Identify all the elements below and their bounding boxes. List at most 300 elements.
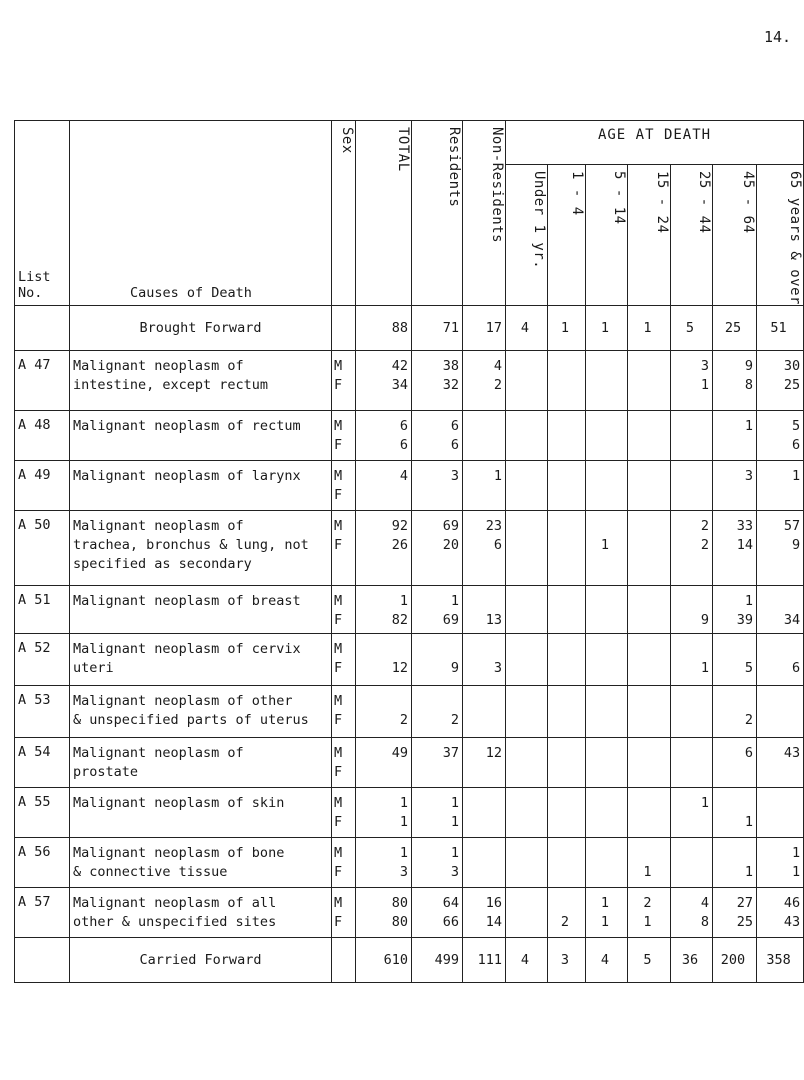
cause-of-death-line: Malignant neoplasm of — [73, 745, 244, 761]
age-count-cell-line: 1 — [600, 895, 610, 911]
age-count-cell — [548, 511, 586, 586]
age-count-cell-line: 1 — [791, 468, 801, 484]
non-residents-cell-line: 12 — [485, 745, 502, 761]
non-residents-cell — [463, 351, 506, 411]
age-count-cell-line — [548, 536, 582, 555]
residents-cell-line: 1 — [450, 795, 459, 811]
total-cell — [356, 634, 412, 686]
age-count-cell — [586, 788, 628, 838]
age-count-cell-line: 2 — [744, 712, 753, 728]
total-cell-line: 80 — [391, 914, 408, 930]
residents-cell-line — [412, 763, 459, 782]
age-count-cell-line — [506, 813, 544, 832]
age-count-cell-line: 34 — [783, 612, 801, 628]
sex-header: Sex — [332, 121, 356, 306]
sex — [332, 788, 356, 838]
cause-of-death — [70, 788, 332, 838]
age-count-cell-line: 1 — [744, 418, 753, 434]
sex — [332, 511, 356, 586]
total-cell — [356, 351, 412, 411]
age-count-cell — [628, 586, 671, 634]
empty-cell — [15, 938, 70, 983]
age-group-header: 5 - 14 — [586, 165, 628, 306]
age-count-cell — [757, 461, 804, 511]
total-cell-line: 1 — [399, 814, 408, 830]
residents-cell-line: 38 — [442, 358, 459, 374]
list-number: A 51 — [15, 586, 70, 634]
sex-line: M — [334, 418, 343, 434]
total-cell-line: 34 — [391, 377, 408, 393]
total-cell-line: 42 — [391, 358, 408, 374]
non-residents-cell — [463, 461, 506, 511]
sex-line: M — [334, 895, 343, 911]
total-cell-line: 1 — [399, 795, 408, 811]
age-count-cell-line — [713, 436, 753, 455]
cause-of-death — [70, 411, 332, 461]
age-count-cell-line — [586, 376, 624, 395]
age-count-cell — [757, 634, 804, 686]
sex-line: F — [334, 437, 343, 453]
age-count-cell — [713, 511, 757, 586]
age-count-cell — [757, 686, 804, 738]
residents-cell — [412, 586, 463, 634]
age-count-cell-line — [548, 744, 582, 763]
age-count-cell — [548, 838, 586, 888]
age-count-cell: 4 — [506, 938, 548, 983]
age-count-cell — [506, 686, 548, 738]
sex — [332, 838, 356, 888]
age-count-cell-line — [586, 467, 624, 486]
non-residents-cell-line — [463, 640, 502, 659]
age-count-cell-line — [628, 659, 667, 678]
sex-line: F — [334, 612, 343, 628]
sex-line: M — [334, 795, 343, 811]
non-residents-cell-line — [463, 486, 502, 505]
residents-cell-line: 69 — [442, 518, 459, 534]
age-count-cell — [628, 686, 671, 738]
age-count-cell — [713, 586, 757, 634]
sex-line: M — [334, 845, 343, 861]
age-count-cell-line — [757, 794, 800, 813]
cause-of-death — [70, 351, 332, 411]
mortality-table — [14, 120, 804, 983]
age-count-cell — [628, 788, 671, 838]
age-count-cell-line — [757, 592, 800, 611]
cause-of-death — [70, 888, 332, 938]
age-count-cell — [586, 838, 628, 888]
sex-line: M — [334, 745, 343, 761]
residents-cell-line: 69 — [442, 612, 459, 628]
age-count-cell — [671, 738, 713, 788]
residents-cell — [412, 738, 463, 788]
age-count-cell-line — [506, 863, 544, 882]
total-cell-line — [356, 692, 408, 711]
sex — [332, 888, 356, 938]
age-count-cell-line — [506, 711, 544, 730]
age-count-cell-line: 43 — [783, 914, 801, 930]
total-cell — [356, 738, 412, 788]
age-count-cell — [506, 888, 548, 938]
residents-cell-line: 2 — [450, 712, 459, 728]
sex-line: F — [334, 764, 343, 780]
non-residents-cell-line: 2 — [493, 377, 502, 393]
sex-line: F — [334, 814, 343, 830]
age-count-cell-line — [548, 794, 582, 813]
age-count-cell-line — [586, 417, 624, 436]
list-number: A 54 — [15, 738, 70, 788]
residents-cell-line: 37 — [442, 745, 459, 761]
age-count-cell-line — [586, 640, 624, 659]
age-count-cell — [713, 411, 757, 461]
cause-of-death — [70, 686, 332, 738]
age-group-header: 45 - 64 — [713, 165, 757, 306]
age-count-cell — [628, 511, 671, 586]
age-count-cell-line — [506, 913, 544, 932]
age-count-cell-line — [757, 763, 800, 782]
cause-row — [15, 838, 804, 888]
residents-cell-line: 6 — [450, 418, 459, 434]
sex — [332, 634, 356, 686]
age-count-cell — [548, 351, 586, 411]
age-count-cell-line: 33 — [736, 518, 753, 534]
age-count-cell-line — [586, 711, 624, 730]
age-count-cell-line — [548, 763, 582, 782]
age-count-cell — [757, 511, 804, 586]
age-count-cell — [757, 888, 804, 938]
sex-line: F — [334, 712, 343, 728]
age-count-cell-line: 6 — [791, 660, 801, 676]
age-count-cell — [548, 586, 586, 634]
total-cell-line: 1 — [399, 845, 408, 861]
age-count-cell-line: 9 — [700, 612, 709, 628]
total-cell — [356, 586, 412, 634]
age-group-header: Under 1 yr. — [506, 165, 548, 306]
non-residents-cell-line — [463, 813, 502, 832]
age-count-cell-line — [548, 376, 582, 395]
total-cell-line: 92 — [391, 518, 408, 534]
residents-cell-line: 1 — [450, 814, 459, 830]
sex-line: F — [334, 537, 343, 553]
list-number: A 56 — [15, 838, 70, 888]
age-count-cell: 4 — [586, 938, 628, 983]
residents-header: Residents — [412, 121, 463, 306]
age-count-cell-line — [671, 417, 709, 436]
residents-cell-line: 64 — [442, 895, 459, 911]
cause-of-death-line: Malignant neoplasm of larynx — [73, 468, 301, 484]
age-count-cell — [586, 888, 628, 938]
cause-of-death — [70, 634, 332, 686]
age-count-cell-line — [548, 611, 582, 630]
age-count-cell — [671, 461, 713, 511]
summary-label: Carried Forward — [70, 938, 332, 983]
non-residents-cell-line — [463, 844, 502, 863]
age-count-cell-line — [628, 486, 667, 505]
age-count-cell-line — [628, 813, 667, 832]
cause-of-death-line: & connective tissue — [73, 864, 228, 880]
age-count-cell-line: 5 — [744, 660, 753, 676]
age-count-cell-line — [586, 763, 624, 782]
list-header-line: List — [18, 269, 51, 285]
age-count-cell-line: 8 — [700, 914, 709, 930]
age-count-cell — [757, 586, 804, 634]
age-count-cell-line — [548, 659, 582, 678]
non-residents-cell-line — [463, 763, 502, 782]
total-cell-line — [356, 763, 408, 782]
page-number: 14. — [764, 28, 792, 46]
residents-cell — [412, 461, 463, 511]
age-count-cell-line — [628, 611, 667, 630]
age-count-cell: 36 — [671, 938, 713, 983]
age-count-cell — [628, 838, 671, 888]
age-count-cell-line: 2 — [560, 914, 570, 930]
age-count-cell-line — [713, 763, 753, 782]
age-count-cell-line — [586, 844, 624, 863]
age-group-header: 65 years & over — [757, 165, 804, 306]
non-residents-cell-line — [463, 592, 502, 611]
total-cell-line: 4 — [399, 468, 408, 484]
age-count-cell-line: 46 — [783, 895, 801, 911]
age-count-cell-line — [506, 794, 544, 813]
total-cell — [356, 788, 412, 838]
total-cell — [356, 411, 412, 461]
age-count-cell — [713, 838, 757, 888]
age-count-cell — [586, 686, 628, 738]
cause-of-death-line: Malignant neoplasm of — [73, 518, 244, 534]
age-count-cell-line — [671, 863, 709, 882]
cause-of-death-line: other & unspecified sites — [73, 914, 277, 930]
residents-cell-line — [412, 640, 459, 659]
age-count-cell-line: 30 — [783, 358, 801, 374]
carried-forward-row — [15, 938, 804, 983]
non-residents-cell-line — [463, 711, 502, 730]
non-residents-cell-line: 13 — [485, 612, 502, 628]
age-count-cell-line — [671, 744, 709, 763]
age-count-cell-line: 25 — [736, 914, 753, 930]
age-count-cell — [628, 461, 671, 511]
age-count-cell-line — [671, 467, 709, 486]
age-count-cell — [506, 411, 548, 461]
age-count-cell — [671, 586, 713, 634]
age-count-cell-line: 27 — [736, 895, 753, 911]
age-count-cell — [506, 838, 548, 888]
cause-row — [15, 888, 804, 938]
non-residents-cell — [463, 586, 506, 634]
residents-cell: 71 — [412, 306, 463, 351]
age-count-cell-line — [586, 592, 624, 611]
age-count-cell — [586, 634, 628, 686]
age-count-cell-line: 6 — [791, 437, 801, 453]
age-count-cell-line — [506, 436, 544, 455]
cause-row — [15, 411, 804, 461]
age-count-cell-line — [506, 611, 544, 630]
age-count-cell-line — [506, 357, 544, 376]
total-cell-line: 49 — [391, 745, 408, 761]
age-count-cell: 1 — [548, 306, 586, 351]
cause-of-death-line: uteri — [73, 660, 114, 676]
age-count-cell-line — [586, 486, 624, 505]
non-residents-cell — [463, 788, 506, 838]
age-count-cell-line: 3 — [700, 358, 709, 374]
brought-forward-row — [15, 306, 804, 351]
age-count-cell: 1 — [586, 306, 628, 351]
non-residents-cell-line: 16 — [485, 895, 502, 911]
non-residents-cell: 17 — [463, 306, 506, 351]
age-count-cell: 1 — [628, 306, 671, 351]
age-count-cell — [506, 511, 548, 586]
age-count-cell — [713, 888, 757, 938]
non-residents-cell-line — [463, 417, 502, 436]
age-count-cell — [628, 351, 671, 411]
causes-header: Causes of Death — [70, 121, 332, 306]
residents-cell-line: 1 — [450, 845, 459, 861]
cause-of-death-line — [73, 486, 331, 505]
age-count-cell — [548, 411, 586, 461]
age-count-cell-line — [671, 763, 709, 782]
age-count-cell-line — [548, 711, 582, 730]
cause-of-death-line: prostate — [73, 764, 139, 780]
age-count-cell-line: 43 — [783, 745, 801, 761]
list-number: A 48 — [15, 411, 70, 461]
age-count-cell — [671, 511, 713, 586]
age-count-cell — [506, 351, 548, 411]
non-residents-cell-line: 3 — [493, 660, 502, 676]
residents-cell-line — [412, 692, 459, 711]
non-residents-cell — [463, 634, 506, 686]
cause-of-death-line: Malignant neoplasm of rectum — [73, 418, 301, 434]
total-cell-line: 2 — [399, 712, 408, 728]
age-count-cell-line — [586, 517, 624, 536]
cause-of-death — [70, 586, 332, 634]
cause-of-death — [70, 511, 332, 586]
age-count-cell-line — [506, 894, 544, 913]
age-count-cell-line — [586, 863, 624, 882]
total-cell — [356, 686, 412, 738]
cause-of-death-line: Malignant neoplasm of other — [73, 693, 293, 709]
age-count-cell-line: 1 — [700, 795, 709, 811]
cause-of-death-line: & unspecified parts of uterus — [73, 712, 309, 728]
age-count-cell-line: 1 — [600, 914, 610, 930]
list-number: A 53 — [15, 686, 70, 738]
non-residents-cell-line: 6 — [493, 537, 502, 553]
sex-line: M — [334, 518, 343, 534]
cause-of-death-line: Malignant neoplasm of cervix — [73, 641, 301, 657]
age-count-cell-line: 1 — [700, 377, 709, 393]
age-count-cell-line — [586, 611, 624, 630]
sex — [332, 586, 356, 634]
residents-cell-line: 6 — [450, 437, 459, 453]
total-cell-line — [356, 640, 408, 659]
age-count-cell-line — [671, 436, 709, 455]
total-cell-line: 6 — [399, 437, 408, 453]
sex-line: F — [334, 660, 343, 676]
residents-cell-line: 66 — [442, 914, 459, 930]
residents-cell-line: 32 — [442, 377, 459, 393]
total-cell-line: 12 — [391, 660, 408, 676]
cause-of-death-line: Malignant neoplasm of all — [73, 895, 277, 911]
age-count-cell-line — [628, 794, 667, 813]
residents-cell-line: 20 — [442, 537, 459, 553]
age-count-cell-line — [548, 486, 582, 505]
total-cell-line — [356, 486, 408, 505]
age-count-cell-line — [548, 467, 582, 486]
age-count-cell-line — [548, 592, 582, 611]
age-count-cell-line — [506, 536, 544, 555]
total-cell — [356, 838, 412, 888]
age-count-cell — [548, 888, 586, 938]
age-count-cell — [671, 411, 713, 461]
age-count-cell-line — [506, 486, 544, 505]
age-count-cell — [628, 738, 671, 788]
residents-cell — [412, 411, 463, 461]
age-count-cell-line — [671, 711, 709, 730]
age-count-cell — [757, 788, 804, 838]
total-cell-line: 3 — [399, 864, 408, 880]
sex-line: M — [334, 468, 343, 484]
age-count-cell — [713, 738, 757, 788]
age-count-cell — [506, 634, 548, 686]
age-count-cell-line — [506, 592, 544, 611]
non-residents-cell — [463, 838, 506, 888]
age-count-cell-line — [548, 640, 582, 659]
age-count-cell-line — [671, 844, 709, 863]
non-residents-cell-line: 23 — [485, 518, 502, 534]
non-residents-cell-line: 14 — [485, 914, 502, 930]
cause-of-death-line: Malignant neoplasm of skin — [73, 795, 285, 811]
age-count-cell-line — [506, 640, 544, 659]
age-count-cell — [713, 634, 757, 686]
cause-of-death — [70, 461, 332, 511]
cause-row — [15, 634, 804, 686]
list-number: A 52 — [15, 634, 70, 686]
cause-of-death-line: trachea, bronchus & lung, not — [73, 537, 309, 553]
age-count-cell — [671, 838, 713, 888]
residents-cell — [412, 788, 463, 838]
non-residents-cell-line — [463, 863, 502, 882]
empty-cell — [15, 306, 70, 351]
total-cell-line: 82 — [391, 612, 408, 628]
sex-line: M — [334, 593, 343, 609]
cause-of-death-line: specified as secondary — [73, 556, 252, 572]
age-group-header: 25 - 44 — [671, 165, 713, 306]
residents-cell-line: 3 — [450, 864, 459, 880]
age-count-cell — [757, 411, 804, 461]
cause-of-death-line — [73, 611, 331, 630]
age-count-cell-line — [548, 692, 582, 711]
age-count-cell-line — [548, 436, 582, 455]
age-count-cell-line: 2 — [700, 518, 709, 534]
age-count-cell-line — [506, 467, 544, 486]
age-count-cell-line: 2 — [643, 895, 652, 911]
non-residents-cell — [463, 738, 506, 788]
list-number: A 47 — [15, 351, 70, 411]
age-count-cell-line — [506, 417, 544, 436]
cause-row — [15, 686, 804, 738]
age-count-cell-line: 1 — [700, 660, 709, 676]
age-count-cell — [548, 461, 586, 511]
sex — [332, 461, 356, 511]
age-count-cell-line — [713, 844, 753, 863]
age-count-cell-line — [506, 763, 544, 782]
total-cell: 88 — [356, 306, 412, 351]
age-count-cell-line: 1 — [791, 845, 801, 861]
cause-row — [15, 351, 804, 411]
age-count-cell-line — [586, 794, 624, 813]
age-count-cell-line — [628, 517, 667, 536]
age-count-cell-line — [713, 794, 753, 813]
sex-line: F — [334, 487, 343, 503]
cause-of-death-line: intestine, except rectum — [73, 377, 269, 393]
age-count-cell-line: 5 — [791, 418, 801, 434]
